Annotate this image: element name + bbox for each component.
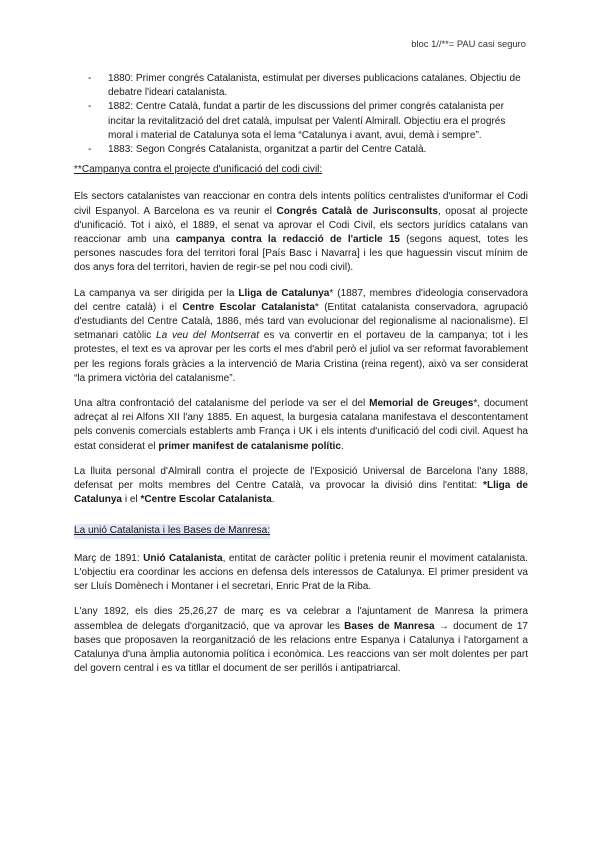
section-heading-unio: La unió Catalanista i les Bases de Manresa: [74, 524, 270, 538]
bold-term: Bases de Manresa [344, 620, 435, 632]
text-run: * (1887, membres d'ideologia conservadora del centre català) i el [74, 287, 528, 313]
document-body [74, 72, 528, 687]
italic-title: La veu del Montserrat [156, 330, 260, 342]
list-item-text: 1880: Primer congrés Catalanista, estimulat per diverses publicacions catalanes. Objectiu de debatre l'ideari catalanista. [108, 73, 521, 99]
text-run: (segons aquest, totes les persones nascudes fora del territori foral [País Basc i Navarra] i les que haguessin viscut mínim de dos anys fora del territori, havien de regir-se pel nou codi civil). [74, 234, 529, 274]
bold-term: primer manifest de catalanisme polític [158, 440, 341, 452]
bold-term: *Lliga de Catalunya [74, 480, 528, 506]
list-dash: - [88, 73, 92, 84]
text-run: *, document adreçat al rei Alfons XII l'any 1885. En aquest, la burgesia catalana manifestava el descontentament pels convenis comercials establerts amb França i UK i els intents d'unificació del codi civil. Aquest ha estat considerat el [74, 398, 528, 452]
bold-term: Centre Escolar Catalanista [182, 301, 315, 313]
list-item-text: 1882: Centre Català, fundat a partir de les discussions del primer congrés catalanista per incitar la revitalització del dret català, impulsat per Valentí Almirall. Objectiu era el progrés moral i material de Catalunya sota el lema “Catalunya i avant, avui, demà i sempre”. [108, 101, 506, 141]
bold-term: campanya contra la redacció de l'article 15 [175, 234, 400, 246]
list-dash: - [88, 144, 92, 156]
paragraph [74, 190, 528, 275]
text-run: Una altra confrontació del catalanisme del període va ser el del [74, 398, 370, 410]
text-run: es va convertir en el portaveu de la campanya; tot i les protestes, el text es va aprovar per les corts el mes d'abril però el juliol va ser reformat favorablement per les regions forals gràcies a la intervenció de Maria Cristina (reina regent), això va ser considerat “la primera victòria del catalanisme”. [74, 330, 528, 384]
text-run: * (Entitat catalanista conservadora, agrupació d'estudiants del Centre Català, 1886, més tard van evolucionar del regionalisme al nacionalisme). El setmanari catòlic [74, 301, 528, 342]
text-run: L'any 1892, els dies 25,26,27 de març es va celebrar a l'ajuntament de Manresa la primera assemblea de delegats d'organització, que va aprovar les [74, 606, 528, 632]
text-run: , entitat de caràcter polític i pretenia reunir el moviment catalanista. L'objectiu era coordinar les accions en defensa dels interessos de Catalunya. El primer president va ser Lluís Domènech i Montaner i el secretari, Enric Prat de la Riba. [74, 552, 528, 593]
page-header: bloc 1//**= PAU casi seguro [411, 38, 526, 49]
bold-term: Memorial de Greuges [369, 398, 474, 410]
text-run: Març de 1891: [74, 552, 144, 564]
list-item [74, 100, 528, 143]
paragraph [74, 397, 528, 454]
list-item [74, 72, 528, 100]
milestone-list [74, 72, 528, 157]
text-run: La campanya va ser dirigida per la [74, 287, 239, 299]
bold-term: Unió Catalanista [143, 552, 223, 564]
text-run: . [271, 494, 275, 506]
paragraph [74, 287, 528, 386]
text-run: i el [122, 494, 141, 506]
bold-term: *Centre Escolar Catalanista [140, 494, 272, 506]
paragraph [74, 605, 528, 676]
paragraph [74, 465, 528, 508]
bold-term: Lliga de Catalunya [238, 287, 330, 299]
list-dash: - [88, 101, 92, 113]
section-heading-campanya: **Campanya contra el projecte d'unificació del codi civil: [74, 164, 323, 176]
text-run: → document de 17 bases que proposaven la reorganització de les relacions entre Espanya i Catalunya i l'atorgament a Catalunya d'una àmplia autonomia política i econòmica. Les reaccions van ser molt dolentes per part del govern central i es va titllar el document de ser perillós i antipatriarcal. [74, 620, 528, 675]
text-run: Els sectors catalanistes van reaccionar en contra dels intents polítics centralistes d'uniformar el Codi civil Espanyol. A Barcelona es va reunir el [74, 191, 528, 217]
text-run: . [340, 440, 344, 452]
text-run: La lluita personal d'Almirall contra el projecte de l'Exposició Universal de Barcelona l'any 1888, defensat per molts membres del Centre Català, va provocar la divisió dins l'entitat: [74, 465, 528, 492]
list-item [74, 143, 528, 157]
list-item-text: 1883: Segon Congrés Catalanista, organitzat a partir del Centre Català. [108, 144, 427, 156]
text-run: , oposat al projecte d'unificació. Tot i això, el 1889, el senat va aprovar el Codi Civil, els sectors jurídics catalans van reaccionar amb una [74, 205, 528, 246]
paragraph [74, 552, 528, 595]
bold-term: Congrés Català de Jurisconsults [276, 205, 438, 217]
